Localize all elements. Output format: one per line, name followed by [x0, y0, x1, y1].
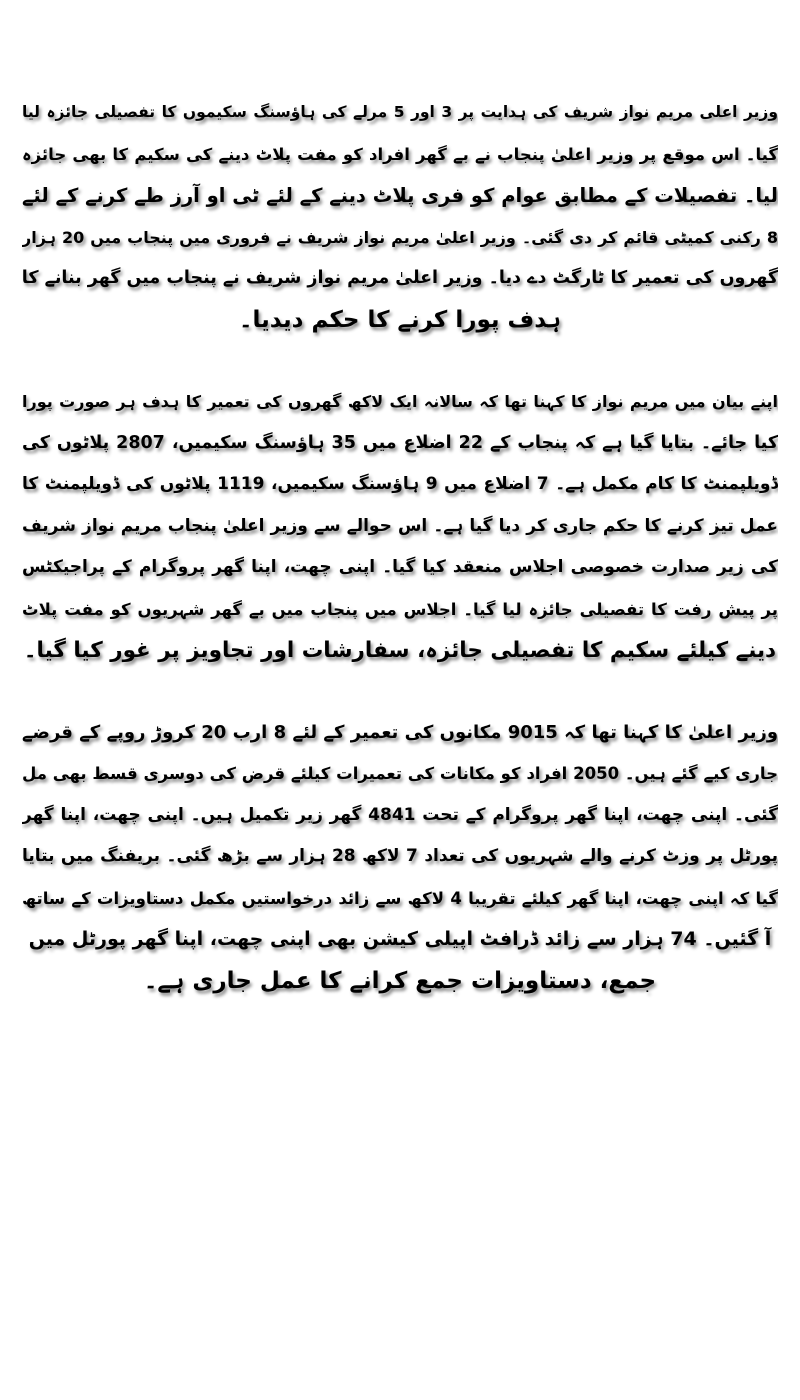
text-line: آ گئیں۔ 74 ہزار سے زائد ڈرافٹ اپیلی کیشن بھی اپنی چھت، اپنا گھر پورٹل میں: [28, 928, 772, 950]
paragraph-1: [22, 92, 778, 341]
text-line: وزیر اعلیٰ کا کہنا تھا کہ 9015 مکانوں کی تعمیر کے لئے 8 ارب 20 کروڑ روپے کے قرضے: [22, 721, 778, 743]
text-line: ہدف پورا کرنے کا حکم دیدیا۔: [239, 306, 561, 333]
text-line: اپنے بیان میں مریم نواز کا کہنا تھا کہ سالانہ ایک لاکھ گھروں کی تعمیر کا ہدف ہر صورت پورا: [22, 392, 778, 411]
text-line: دینے کیلئے سکیم کا تفصیلی جائزہ، سفارشات اور تجاویز پر غور کیا گیا۔: [23, 638, 777, 663]
text-line: عمل تیز کرنے کا حکم جاری کر دیا گیا ہے۔ اس حوالے سے وزیر اعلیٰ پنجاب مریم نواز شریف: [22, 515, 778, 536]
text-line: ڈویلپمنٹ کا کام مکمل ہے۔ 7 اضلاع میں 9 ہاؤسنگ سکیمیں، 1119 پلاٹوں کی ڈویلپمنٹ کا: [22, 474, 778, 494]
text-line: گیا۔ اس موقع پر وزیر اعلیٰ پنجاب نے بے گھر افراد کو مفت پلاٹ دینے کی سکیم کا بھی جائزہ: [22, 144, 778, 164]
article-body: [22, 92, 778, 1042]
text-line: وزیر اعلی مریم نواز شریف کی ہدایت پر 3 اور 5 مرلے کی ہاؤسنگ سکیموں کا تفصیلی جائزہ لیا: [22, 103, 778, 121]
text-line: جاری کیے گئے ہیں۔ 2050 افراد کو مکانات کی تعمیرات کیلئے قرض کی دوسری قسط بھی مل: [22, 764, 778, 783]
text-line: لیا۔ تفصیلات کے مطابق عوام کو فری پلاٹ دینے کے لئے ٹی او آرز طے کرنے کے لئے: [22, 184, 778, 207]
text-line: کی زیر صدارت خصوصی اجلاس منعقد کیا گیا۔ اپنی چھت، اپنا گھر پروگرام کے پراجیکٹس: [22, 557, 778, 577]
text-line: پورٹل پر وزٹ کرنے والے شہریوں کی تعداد 7 لاکھ 28 ہزار سے بڑھ گئی۔ بریفنگ میں بتایا: [22, 846, 778, 866]
paragraph-3: [22, 712, 778, 1003]
text-line: پر پیش رفت کا تفصیلی جائزہ لیا گیا۔ اجلاس میں پنجاب میں بے گھر شہریوں کو مفت پلاٹ: [22, 599, 778, 619]
text-line: گئی۔ اپنی چھت، اپنا گھر پروگرام کے تحت 4841 گھر زیر تکمیل ہیں۔ اپنی چھت، اپنا گھر: [22, 804, 778, 825]
text-line: گیا کہ اپنی چھت، اپنا گھر کیلئے تقریبا 4 لاکھ سے زائد درخواستیں مکمل دستاویزات کے ساتھ: [22, 888, 778, 908]
text-line: گھروں کی تعمیر کا ٹارگٹ دے دیا۔ وزیر اعلیٰ مریم نواز شریف نے پنجاب میں گھر بنانے کا: [22, 268, 778, 288]
text-line: جمع، دستاویزات جمع کرانے کا عمل جاری ہے۔: [143, 967, 657, 994]
text-line: کیا جائے۔ بتایا گیا ہے کہ پنجاب کے 22 اضلاع میں 35 ہاؤسنگ سکیمیں، 2807 پلاٹوں کی: [22, 432, 778, 453]
paragraph-2: [22, 381, 778, 672]
text-line: 8 رکنی کمیٹی قائم کر دی گئی۔ وزیر اعلیٰ مریم نواز شریف نے فروری میں پنجاب میں 20 ہزار: [22, 227, 778, 247]
